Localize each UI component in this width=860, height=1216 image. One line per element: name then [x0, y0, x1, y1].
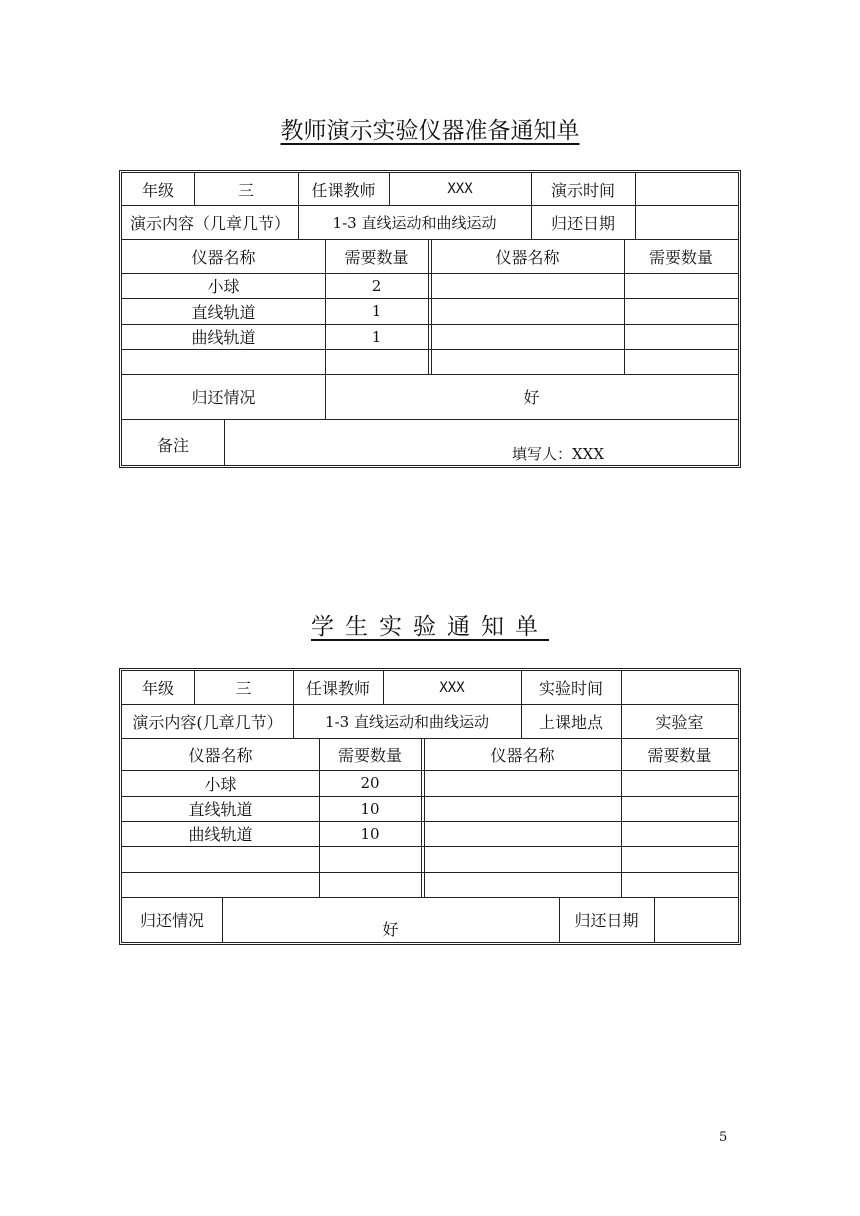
location-label: 上课地点 [538, 712, 603, 732]
item-qty: 10 [360, 799, 380, 818]
teacher-label: 任课教师 [311, 180, 376, 200]
col-qty-header: 需要数量 [344, 247, 409, 267]
exp-time-value [621, 671, 738, 704]
col-qty-header: 需要数量 [337, 745, 402, 765]
return-status-value: 好 [523, 388, 540, 407]
section-title: 学生实验通知单 [311, 614, 549, 640]
content-label: 演示内容(几章几节） [132, 712, 283, 732]
item-name: 小球 [207, 277, 240, 296]
remarks-label: 备注 [156, 436, 189, 455]
item-name: 直线轨道 [191, 302, 256, 322]
item-name: 小球 [204, 774, 237, 794]
return-status-label: 归还情况 [191, 388, 256, 407]
item-name: 曲线轨道 [188, 825, 253, 844]
content-value: 1-3 直线运动和曲线运动 [332, 213, 497, 232]
return-date-value [654, 897, 738, 942]
content-value: 1-3 直线运动和曲线运动 [325, 712, 489, 731]
demo-time-value [635, 173, 738, 205]
grade-label: 年级 [141, 180, 174, 200]
teacher-value: XXX [447, 181, 473, 197]
item-name: 直线轨道 [188, 800, 253, 819]
item-qty: 1 [371, 302, 382, 320]
item-qty: 1 [371, 327, 382, 346]
page-title: 教师演示实验仪器准备通知单 [280, 118, 580, 144]
grade-value: 三 [237, 180, 254, 200]
filler-signature: 填写人：XXX [512, 444, 605, 463]
item-qty: 10 [360, 824, 380, 843]
return-status-label: 归还情况 [139, 911, 204, 930]
item-name: 曲线轨道 [191, 328, 256, 347]
item-qty: 2 [371, 276, 382, 295]
student-exp-form [121, 670, 739, 943]
return-date-label: 归还日期 [574, 911, 639, 930]
content-label: 演示内容（几章几节） [129, 213, 290, 233]
demo-prep-form [121, 172, 739, 466]
item-qty: 20 [360, 774, 380, 792]
teacher-value: XXX [439, 679, 465, 696]
col-qty-header-2: 需要数量 [647, 745, 712, 765]
exp-time-label: 实验时间 [538, 679, 603, 698]
return-status-value: 好 [382, 920, 399, 939]
grade-value: 三 [235, 679, 252, 698]
teacher-label: 任课教师 [305, 679, 370, 698]
col-name-header-2: 仪器名称 [490, 745, 555, 765]
col-qty-header-2: 需要数量 [648, 247, 713, 267]
demo-time-label: 演示时间 [550, 180, 615, 200]
return-date-value [635, 205, 738, 239]
page-number: 5 [719, 1130, 728, 1145]
col-name-header: 仪器名称 [188, 745, 253, 765]
return-date-label: 归还日期 [550, 213, 615, 233]
col-name-header-2: 仪器名称 [495, 247, 560, 267]
col-name-header: 仪器名称 [191, 247, 256, 267]
location-value: 实验室 [655, 712, 704, 732]
grade-label: 年级 [141, 679, 174, 698]
